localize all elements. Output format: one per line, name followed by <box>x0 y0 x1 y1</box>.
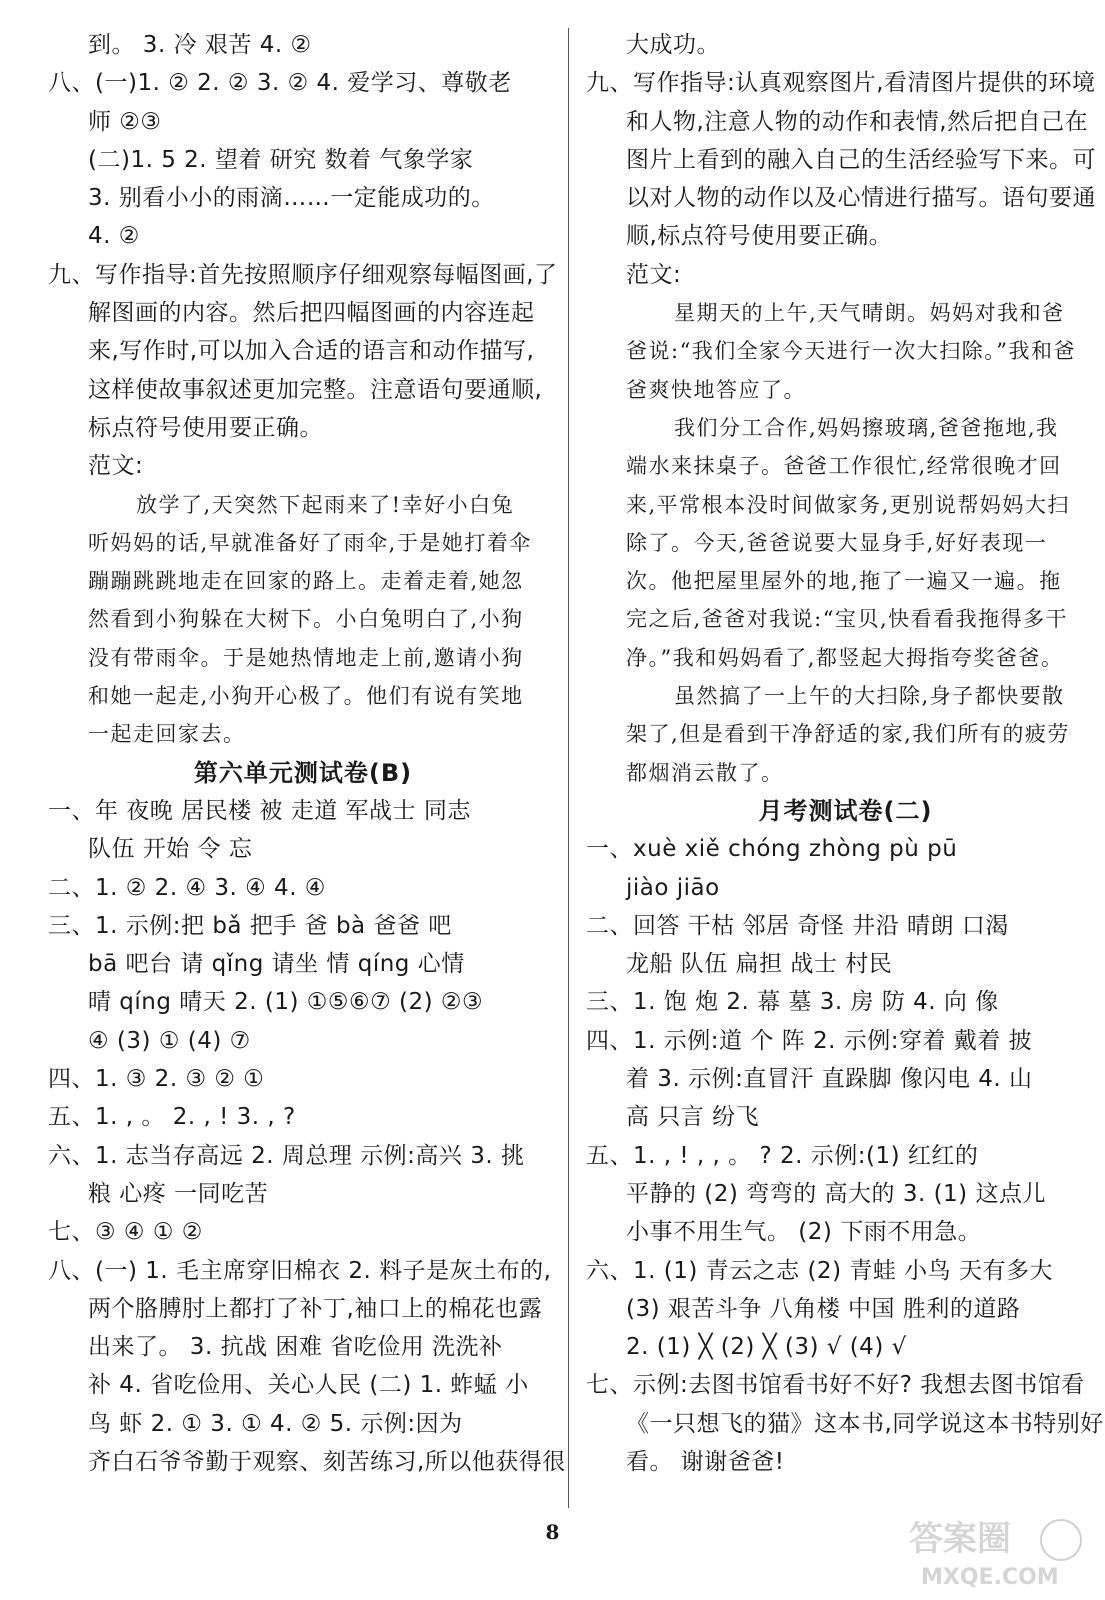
answer-line: 3. 别看小小的雨滴……一定能成功的。 <box>88 185 495 212</box>
answer-line: 一、xuè xiě chóng zhòng pù pū <box>586 836 958 863</box>
section-heading: 月考测试卷(二) <box>758 796 933 825</box>
answer-line: 解图画的内容。然后把四幅图画的内容连起 <box>88 300 535 327</box>
essay-line: 端水来抹桌子。爸爸工作很忙,经常很晚才回 <box>626 454 1062 479</box>
right-column <box>586 26 1105 1481</box>
essay-line: 听妈妈的话,早就准备好了雨伞,于是她打着伞 <box>88 530 532 555</box>
essay-line: 星期天的上午,天气晴朗。妈妈对我和爸 <box>674 301 1065 326</box>
page-number: 8 <box>545 1520 560 1544</box>
answer-line: 补 4. 省吃俭用、关心人民 (二) 1. 蚱蜢 小 <box>88 1372 529 1399</box>
essay-line: 完之后,爸爸对我说:“宝贝,快看看我拖得多干 <box>626 607 1069 632</box>
essay-line: 爸说:“我们全家今天进行一次大扫除。”我和爸 <box>626 339 1077 364</box>
essay-line: 我们分工合作,妈妈擦玻璃,爸爸拖地,我 <box>674 415 1059 440</box>
answer-line: 范文: <box>88 453 144 480</box>
answer-line: 和人物,注意人物的动作和表情,然后把自己在 <box>626 108 1089 135</box>
left-column <box>48 26 566 1481</box>
watermark-top-text: 答案圈 <box>909 1519 1011 1559</box>
answer-line: 两个胳膊肘上都打了补丁,袖口上的棉花也露 <box>88 1295 543 1322</box>
essay-line: 然看到小狗躲在大树下。小白兔明白了,小狗 <box>88 607 524 632</box>
answer-line: 这样使故事叙述更加完整。注意语句要通顺, <box>88 376 543 403</box>
essay-line: 虽然搞了一上午的大扫除,身子都快要散 <box>674 684 1065 709</box>
answer-line: jiào jiāo <box>626 874 720 901</box>
answer-line: 五、1. , 。 2. , ! 3. , ? <box>48 1104 296 1131</box>
answer-line: 二、回答 干枯 邻居 奇怪 井沿 晴朗 口渴 <box>586 912 1009 939</box>
answer-line: 图片上看到的融入自己的生活经验写下来。可 <box>626 146 1096 173</box>
answer-line: (3) 艰苦斗争 八角楼 中国 胜利的道路 <box>626 1295 1021 1322</box>
answer-line: 一、年 夜晚 居民楼 被 走道 军战士 同志 <box>48 797 471 824</box>
essay-line: 一起走回家去。 <box>88 722 246 747</box>
answer-line: 范文: <box>626 261 682 288</box>
answer-line: 三、1. 示例:把 bǎ 把手 爸 bà 爸爸 吧 <box>48 912 452 939</box>
essay-line: 放学了,天突然下起雨来了!幸好小白兔 <box>136 492 515 517</box>
watermark-logo <box>901 1514 1091 1592</box>
answer-line: 高 只言 纷飞 <box>626 1104 760 1131</box>
essay-line: 除了。今天,爸爸说要大显身手,好好表现一 <box>626 530 1048 555</box>
answer-line: 三、1. 饱 炮 2. 幕 墓 3. 房 防 4. 向 像 <box>586 989 999 1016</box>
answer-line: 四、1. 示例:道 个 阵 2. 示例:穿着 戴着 披 <box>586 1027 1033 1054</box>
answer-line: 师 ②③ <box>88 108 162 135</box>
answer-line: 四、1. ③ 2. ③ ② ① <box>48 1066 265 1093</box>
answer-line: 看。 谢谢爸爸! <box>626 1448 785 1475</box>
answer-line: 六、1. 志当存高远 2. 周总理 示例:高兴 3. 挑 <box>48 1142 525 1169</box>
watermark-bottom-text: MXQE.COM <box>921 1565 1059 1590</box>
answer-line: 齐白石爷爷勤于观察、刻苦练习,所以他获得很 <box>88 1448 566 1475</box>
essay-line: 次。他把屋里屋外的地,拖了一遍又一遍。拖 <box>626 569 1062 594</box>
answer-line: 来,写作时,可以加入合适的语言和动作描写, <box>88 338 535 365</box>
answer-line: 九、写作指导:首先按照顺序仔细观察每幅图画,了 <box>48 261 558 288</box>
essay-line: 没有带雨伞。于是她热情地走上前,邀请小狗 <box>88 645 524 670</box>
essay-line: 架了,但是看到干净舒适的家,我们所有的疲劳 <box>626 722 1070 747</box>
answer-line: 鸟 虾 2. ① 3. ① 4. ② 5. 示例:因为 <box>88 1410 463 1437</box>
answer-line: 八、(一)1. ② 2. ② 3. ② 4. 爱学习、尊敬老 <box>48 70 512 97</box>
answer-line: (二)1. 5 2. 望着 研究 数着 气象学家 <box>88 146 474 173</box>
answer-line: 大成功。 <box>626 32 720 58</box>
answer-line: 平静的 (2) 弯弯的 高大的 3. (1) 这点儿 <box>626 1180 1046 1207</box>
answer-line: 出来了。 3. 抗战 困难 省吃俭用 洗洗补 <box>88 1334 503 1361</box>
answer-line: 八、(一) 1. 毛主席穿旧棉衣 2. 料子是灰土布的, <box>48 1257 552 1284</box>
essay-line: 和她一起走,小狗开心极了。他们有说有笑地 <box>88 684 524 709</box>
answer-line: bā 吧台 请 qǐng 请坐 情 qíng 心情 <box>88 951 465 978</box>
essay-line: 来,平常根本没时间做家务,更别说帮妈妈大扫 <box>626 492 1070 517</box>
answer-line: 龙船 队伍 扁担 战士 村民 <box>626 951 893 978</box>
answer-line: 九、写作指导:认真观察图片,看清图片提供的环境 <box>586 70 1096 97</box>
column-divider <box>568 28 569 1508</box>
answer-line: 七、示例:去图书馆看书好不好? 我想去图书馆看 <box>586 1372 1085 1399</box>
answer-line: 五、1. , ! , , 。 ? 2. 示例:(1) 红红的 <box>586 1142 979 1169</box>
section-heading: 第六单元测试卷(B) <box>193 758 413 787</box>
answer-line: 七、③ ④ ① ② <box>48 1219 203 1246</box>
answer-line: 以对人物的动作以及心情进行描写。语句要通 <box>626 185 1096 212</box>
essay-line: 净。”我和妈妈看了,都竖起大拇指夸奖爸爸。 <box>626 645 1064 670</box>
answer-line: ④ (3) ① (4) ⑦ <box>88 1027 251 1054</box>
answer-line: 着 3. 示例:直冒汗 直跺脚 像闪电 4. 山 <box>626 1066 1033 1093</box>
answer-line: 2. (1) ╳ (2) ╳ (3) √ (4) √ <box>626 1334 907 1361</box>
answer-line: 队伍 开始 令 忘 <box>88 836 253 863</box>
answer-line: 六、1. (1) 青云之志 (2) 青蛙 小鸟 天有多大 <box>586 1257 1053 1284</box>
answer-line: 顺,标点符号使用要正确。 <box>626 223 893 250</box>
answer-line: 二、1. ② 2. ④ 3. ④ 4. ④ <box>48 874 326 901</box>
answer-line: 《一只想飞的猫》这本书,同学说这本书特别好 <box>626 1410 1104 1437</box>
answer-line: 小事不用生气。 (2) 下雨不用急。 <box>626 1219 982 1246</box>
essay-line: 爸爽快地答应了。 <box>626 377 806 402</box>
answer-line: 标点符号使用要正确。 <box>88 414 323 441</box>
answer-line: 到。 3. 冷 艰苦 4. ② <box>88 32 312 58</box>
answer-line: 粮 心疼 一同吃苦 <box>88 1180 269 1207</box>
answer-line: 4. ② <box>88 223 140 250</box>
essay-line: 都烟消云散了。 <box>626 760 784 785</box>
essay-line: 蹦蹦跳跳地走在回家的路上。走着走着,她忽 <box>88 569 524 594</box>
answer-line: 晴 qíng 晴天 2. (1) ①⑤⑥⑦ (2) ②③ <box>88 989 484 1016</box>
